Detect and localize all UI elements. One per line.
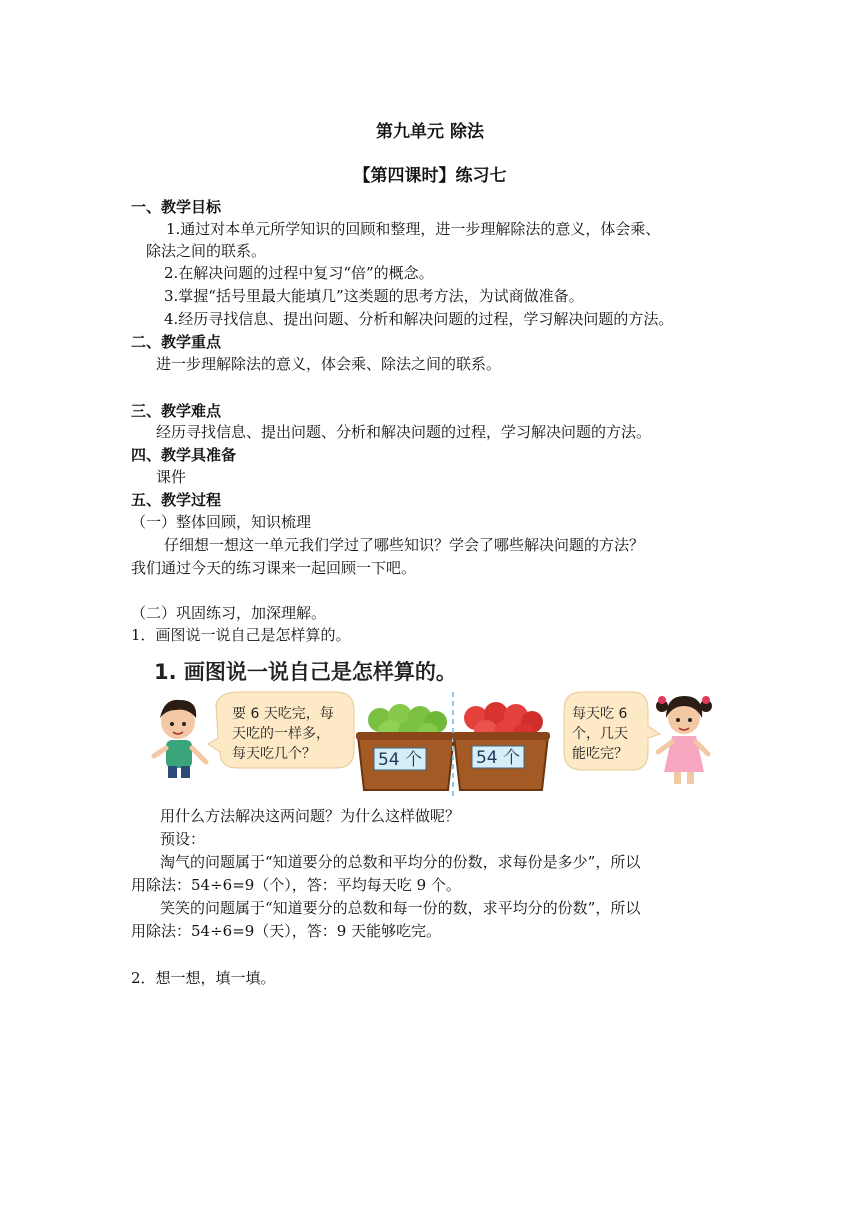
basket-left-label: 54 个 bbox=[377, 750, 423, 770]
section-materials-heading: 四、教学具准备 bbox=[131, 446, 237, 464]
girl-bubble-line-1: 每天吃 6 bbox=[572, 706, 628, 722]
question-1: 1．画图说一说自己是怎样算的。 bbox=[131, 626, 351, 644]
basket-green-apples bbox=[356, 704, 456, 790]
key-points-text: 进一步理解除法的意义，体会乘、除法之间的联系。 bbox=[156, 355, 502, 373]
girl-character bbox=[656, 696, 712, 784]
difficulties-text: 经历寻找信息、提出问题、分析和解决问题的过程，学习解决问题的方法。 bbox=[156, 423, 652, 441]
section-process-heading: 五、教学过程 bbox=[131, 491, 222, 509]
boy-character bbox=[154, 700, 206, 778]
section-difficulties-heading: 三、教学难点 bbox=[131, 402, 222, 420]
division-illustration bbox=[148, 652, 724, 802]
question-1-prompt: 用什么方法解决这两问题？为什么这样做呢？ bbox=[160, 807, 461, 825]
answer-1-line-b: 用除法：54÷6=9（个），答：平均每天吃 9 个。 bbox=[131, 876, 461, 894]
process-part-2-title: （二）巩固练习，加深理解。 bbox=[131, 604, 327, 622]
question-2: 2．想一想，填一填。 bbox=[131, 969, 276, 987]
figure-title: 1. 画图说一说自己是怎样算的。 bbox=[154, 660, 457, 684]
process-part-1-text-a: 仔细想一想这一单元我们学过了哪些知识？学会了哪些解决问题的方法？ bbox=[164, 536, 645, 554]
preset-label: 预设： bbox=[160, 830, 206, 848]
boy-bubble-line-2: 天吃的一样多， bbox=[232, 726, 330, 742]
goal-1-line-a: 1.通过对本单元所学知识的回顾和整理，进一步理解除法的意义，体会乘、 bbox=[166, 220, 661, 238]
materials-text: 课件 bbox=[156, 468, 187, 486]
section-goals-heading: 一、教学目标 bbox=[131, 198, 222, 216]
goal-3: 3.掌握“括号里最大能填几”这类题的思考方法，为试商做准备。 bbox=[164, 287, 584, 305]
girl-bubble-line-3: 能吃完？ bbox=[572, 746, 628, 762]
answer-2-line-b: 用除法：54÷6=9（天），答：9 天能够吃完。 bbox=[131, 922, 442, 940]
basket-red-apples bbox=[452, 702, 550, 790]
girl-bubble-line-2: 个，几天 bbox=[572, 726, 628, 742]
goal-4: 4.经历寻找信息、提出问题、分析和解决问题的过程，学习解决问题的方法。 bbox=[164, 310, 674, 328]
basket-right-label: 54 个 bbox=[475, 748, 521, 768]
process-part-1-text-b: 我们通过今天的练习课来一起回顾一下吧。 bbox=[131, 559, 417, 577]
boy-bubble-line-1: 要 6 天吃完，每 bbox=[232, 706, 334, 722]
process-part-1-title: （一）整体回顾，知识梳理 bbox=[131, 513, 312, 531]
answer-2-line-a: 笑笑的问题属于“知道要分的总数和每一份的数，求平均分的份数”，所以 bbox=[160, 899, 641, 917]
goal-2: 2.在解决问题的过程中复习“倍”的概念。 bbox=[164, 264, 434, 282]
lesson-title: 【第四课时】练习七 bbox=[353, 166, 507, 186]
unit-title: 第九单元 除法 bbox=[376, 122, 484, 142]
section-key-points-heading: 二、教学重点 bbox=[131, 333, 222, 351]
goal-1-line-b: 除法之间的联系。 bbox=[146, 242, 267, 260]
boy-bubble-line-3: 每天吃几个？ bbox=[232, 746, 316, 762]
answer-1-line-a: 淘气的问题属于“知道要分的总数和平均分的份数，求每份是多少”，所以 bbox=[160, 853, 641, 871]
